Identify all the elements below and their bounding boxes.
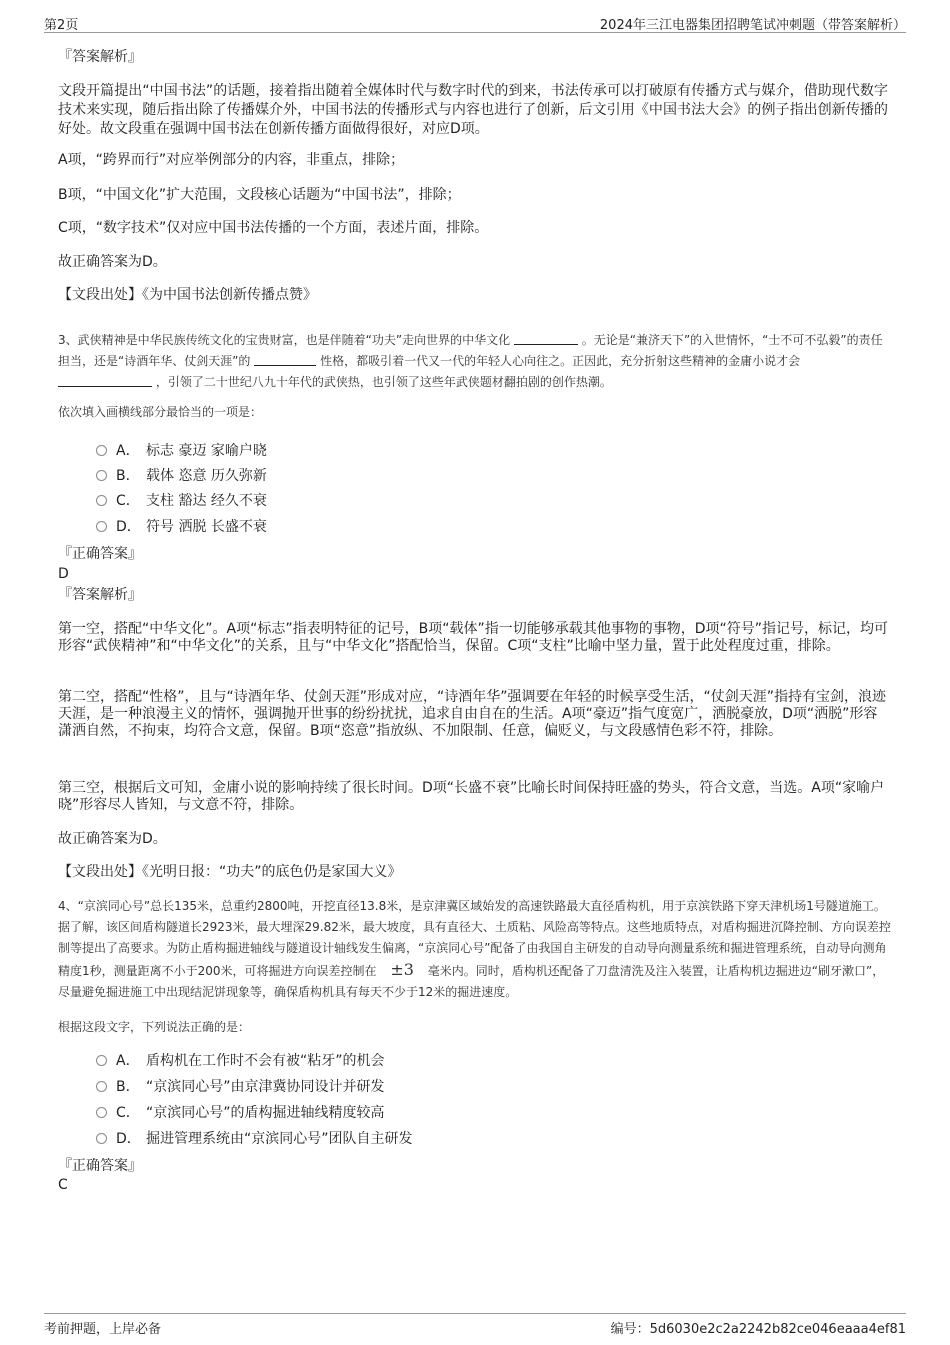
radio-button[interactable] [96, 495, 107, 506]
q4-option-b[interactable]: B． “京滨同心号”由京津冀协同设计并研发 [96, 1078, 385, 1096]
q3-option-a[interactable]: A． 标志 豪迈 家喻户晓 [96, 442, 267, 460]
q4-option-d[interactable]: D． 掘进管理系统由“京滨同心号”团队自主研发 [96, 1130, 413, 1148]
radio-button[interactable] [96, 521, 107, 532]
plus-minus-value: ±3 [390, 960, 414, 979]
q3-answer-label: 『正确答案』 [58, 546, 142, 562]
footer-slogan: 考前押题，上岸必备 [44, 1322, 162, 1337]
q3-answer: D [58, 566, 69, 582]
q3-stem: 3、武侠精神是中华民族传统文化的宝贵财富，也是伴随着“功夫”走向世界的中华文化 。无论是“兼济天下”的入世情怀，“士不可不弘毅”的责任担当，还是“诗酒年华、仗剑天涯”的 性格，都吸引着一代又一代的年轻人心向往之。正因此，充分折射这些精神的金庸小说才会 ，引领了二十世纪八九十年代的武侠热，也引领了这些年武侠题材翻拍剧的创作热潮。 [58, 333, 883, 389]
q4-answer-label: 『正确答案』 [58, 1158, 142, 1174]
q4-answer: C [58, 1177, 68, 1193]
q3-blank-2 [254, 353, 316, 366]
q3-blank-1 [514, 332, 578, 345]
q3-prompt: 依次填入画横线部分最恰当的一项是： [58, 405, 263, 419]
q2-option-c-note: C项，“数字技术”仅对应中国书法传播的一个方面，表述片面，排除。 [58, 220, 489, 236]
q4-option-a[interactable]: A． 盾构机在工作时不会有被“粘牙”的机会 [96, 1052, 385, 1070]
page-footer [44, 1313, 906, 1337]
q3-analysis-p1: 第一空，搭配“中华文化”。A项“标志”指表明特征的记号，B项“载体”指一切能够承载其他事物的事物，D项“符号”指记号，标记，均可形容“武侠精神”和“中华文化”的关系，且与“中华文化”搭配恰当，保留。C项“支柱”比喻中坚力量，置于此处程度过重，排除。 [58, 621, 888, 654]
q3-analysis-label: 『答案解析』 [58, 587, 142, 603]
document-title: 2024年三江电器集团招聘笔试冲刺题（带答案解析） [599, 18, 906, 33]
q3-blank-3 [58, 374, 152, 387]
q3-analysis-p2: 第二空，搭配“性格”，且与“诗酒年华、仗剑天涯”形成对应，“诗酒年华”强调要在年轻的时候享受生活，“仗剑天涯”指持有宝剑，浪迹天涯，是一种浪漫主义的情怀，强调抛开世事的纷纷扰扰，追求自由自在的生活。A项“豪迈”指气度宽广，洒脱豪放，D项“洒脱”形容潇洒自然，不拘束，均符合文意，保留。B项“恣意”指放纵、不加限制、任意，偏贬义，与文段感情色彩不符，排除。 [58, 689, 887, 739]
q4-stem: 4、“京滨同心号”总长135米，总重约2800吨，开挖直径13.8米，是京津冀区域始发的高速铁路最大直径盾构机，用于京滨铁路下穿天津机场1号隧道施工。据了解，该区间盾构隧道长2923米，最大埋深29.82米，最大坡度，具有直径大、土质粘、风险高等特点。这些地质特点，对盾构掘进沉降控制、方向误差控制等提出了高要求。为防止盾构掘进轴线与隧道设计轴线发生偏离，“京滨同心号”配备了由我国自主研发的自动导向测量系统和掘进管理系统，自动导向测角精度1秒，测量距离不小于200米，可将掘进方向误差控制在 ±3 毫米内。同时，盾构机还配备了刀盘清洗及注入装置，让盾构机边掘进边“刷牙漱口”，尽量避免掘进施工中出现结泥饼现象等，确保盾构机具有每天不少于12米的掘进速度。 [58, 899, 891, 999]
document-code: 编号：5d6030e2c2a2242b82ce046eaaa4ef81 [610, 1322, 906, 1337]
q3-option-d[interactable]: D． 符号 洒脱 长盛不衰 [96, 518, 267, 536]
radio-button[interactable] [96, 1107, 107, 1118]
radio-button[interactable] [96, 1055, 107, 1066]
q2-analysis-label: 『答案解析』 [58, 49, 142, 65]
radio-button[interactable] [96, 445, 107, 456]
page-number: 第2页 [44, 18, 79, 33]
radio-button[interactable] [96, 470, 107, 481]
q3-source: 【文段出处】《光明日报：“功夫”的底色仍是家国大义》 [58, 864, 402, 880]
q3-analysis-p3: 第三空，根据后文可知，金庸小说的影响持续了很长时间。D项“长盛不衰”比喻长时间保持旺盛的势头，符合文意，当选。A项“家喻户晓”形容尽人皆知，与文意不符，排除。 [58, 780, 885, 813]
q2-source: 【文段出处】《为中国书法创新传播点赞》 [58, 287, 317, 303]
q4-option-c[interactable]: C． “京滨同心号”的盾构掘进轴线精度较高 [96, 1104, 385, 1122]
q2-option-a-note: A项，“跨界而行”对应举例部分的内容，非重点，排除； [58, 152, 405, 168]
radio-button[interactable] [96, 1081, 107, 1092]
q3-option-b[interactable]: B． 载体 恣意 历久弥新 [96, 467, 267, 485]
q3-option-c[interactable]: C． 支柱 豁达 经久不衰 [96, 492, 267, 510]
q3-conclusion: 故正确答案为D。 [58, 831, 167, 847]
q2-analysis-text: 文段开篇提出“中国书法”的话题，接着指出随着全媒体时代与数字时代的到来，书法传承可以打破原有传播方式与媒介，借助现代数字技术来实现，随后指出除了传播媒介外，中国书法的传播形式与内容也进行了创新，后文引用《中国书法大会》的例子指出创新传播的好处。故文段重在强调中国书法在创新传播方面做得很好，对应D项。 [58, 83, 888, 137]
q2-option-b-note: B项，“中国文化”扩大范围，文段核心话题为“中国书法”，排除； [58, 187, 461, 203]
radio-button[interactable] [96, 1133, 107, 1144]
q4-prompt: 根据这段文字，下列说法正确的是： [58, 1020, 251, 1034]
q2-conclusion: 故正确答案为D。 [58, 254, 167, 270]
page-header [44, 12, 906, 33]
